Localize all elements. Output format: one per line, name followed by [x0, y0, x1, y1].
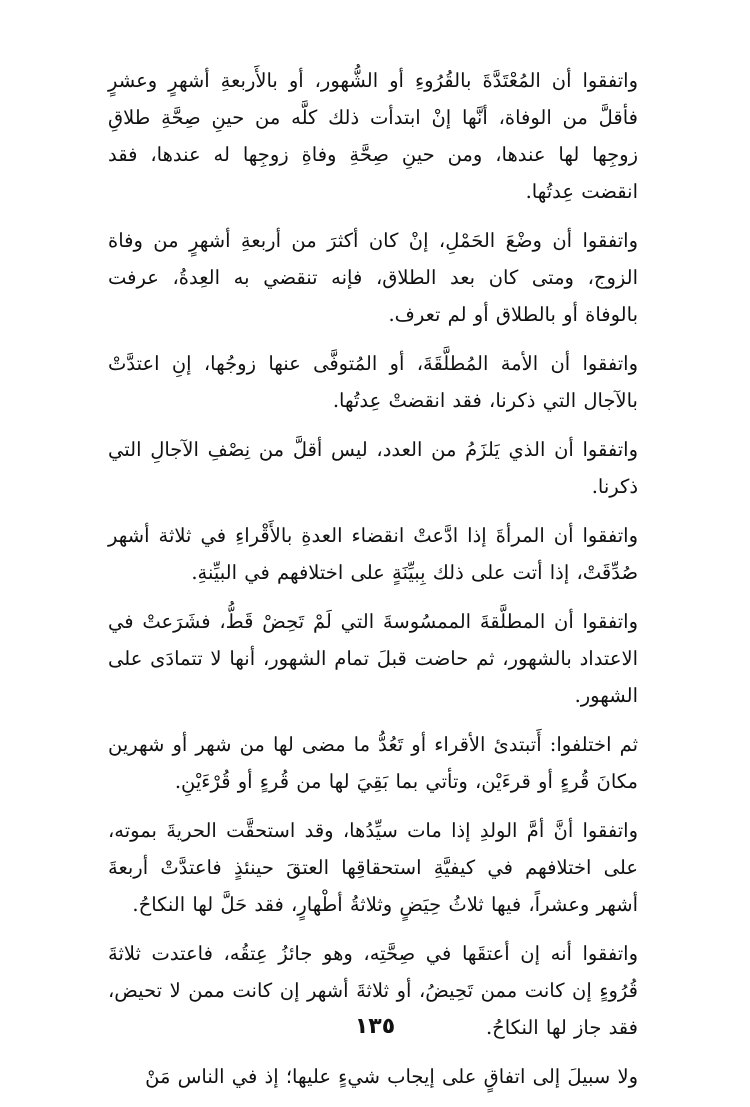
paragraph-3: واتفقوا أن الأمة المُطلَّقَةَ، أو المُتوفَّى عنها زوجُها، إنِ اعتدَّتْ بالآجال التي ذكرنا، فقد انقضتْ عِدتُها. [108, 352, 638, 412]
main-text [108, 62, 638, 1107]
paragraph-8: واتفقوا أنَّ أمَّ الولدِ إذا مات سيِّدُها، وقد استحقَّت الحريةَ بموته، على اختلافهم في كيفيَّةِ استحقاقِها العتقَ حينئذٍ فاعتدَّتْ أربعةَ أشهر وعشراً، فيها ثلاثُ حِيَضٍ وثلاثةُ أطْهارٍ، فقد حَلَّ لها النكاحُ. [108, 819, 638, 916]
paragraph-7: ثم اختلفوا: أَتبتدئ الأقراء أو تَعُدُّ ما مضى لها من شهر أو شهرين مكانَ قُرءٍ أو قرءَيْن، وتأتي بما بَقِيَ لها من قُرءٍ أو قُرْءَيْنِ. [108, 733, 638, 793]
paragraph-6: واتفقوا أن المطلَّقةَ الممسُوسةَ التي لَمْ تَحِضْ قَطُّ، فشَرَعتْ في الاعتداد بالشهور، ثم حاضت قبلَ تمام الشهور، أنها لا تتمادَى على الشهور. [108, 610, 638, 707]
paragraph-10: ولا سبيلَ إلى اتفاقٍ على إيجاب شيءٍ عليها؛ إذ في الناس مَنْ [145, 1065, 638, 1088]
paragraph-2: واتفقوا أن وضْعَ الحَمْلِ، إنْ كان أكثرَ من أربعةِ أشهرٍ من وفاة الزوج، ومتى كان بعد الطلاق، فإنه تنقضي به العِدةُ، عرفت بالوفاة أو بالطلاق أو لم تعرف. [108, 229, 638, 326]
page-number: ١٣٥ [354, 1014, 396, 1039]
paragraph-9: واتفقوا أنه إن أعتقَها في صِحَّتِه، وهو جائزُ عِتقُه، فاعتدت ثلاثةَ قُرُوءٍ إن كانت ممن تَحِيضُ، أو ثلاثةَ أشهر إن كانت ممن لا تحيض، فقد جاز لها النكاحُ. [108, 942, 638, 1039]
paragraph-4: واتفقوا أن الذي يَلزَمُ من العدد، ليس أقلَّ من نِصْفِ الآجالِ التي ذكرنا. [108, 438, 638, 498]
paragraph-1: واتفقوا أن المُعْتَدَّةَ بالقُرُوءِ أو الشُّهور، أو بالأَربعةِ أشهرٍ وعشرٍ فأقلَّ من الوفاة، أنَّها إنْ ابتدأت ذلك كلَّه من حينِ صِحَّةِ طلاقِ زوجِها لها عندها، ومن حينِ صِحَّةِ وفاةِ زوجِها له عندها، فقد انقضت عِدتُها. [108, 69, 638, 203]
paragraph-5: واتفقوا أن المرأةَ إذا ادَّعتْ انقضاء العدةِ بالأَقْراءِ في ثلاثة أشهر صُدِّقَتْ، إذا أتت على ذلك بِبيِّنَةٍ على اختلافهم في البيِّنةِ. [108, 524, 638, 584]
